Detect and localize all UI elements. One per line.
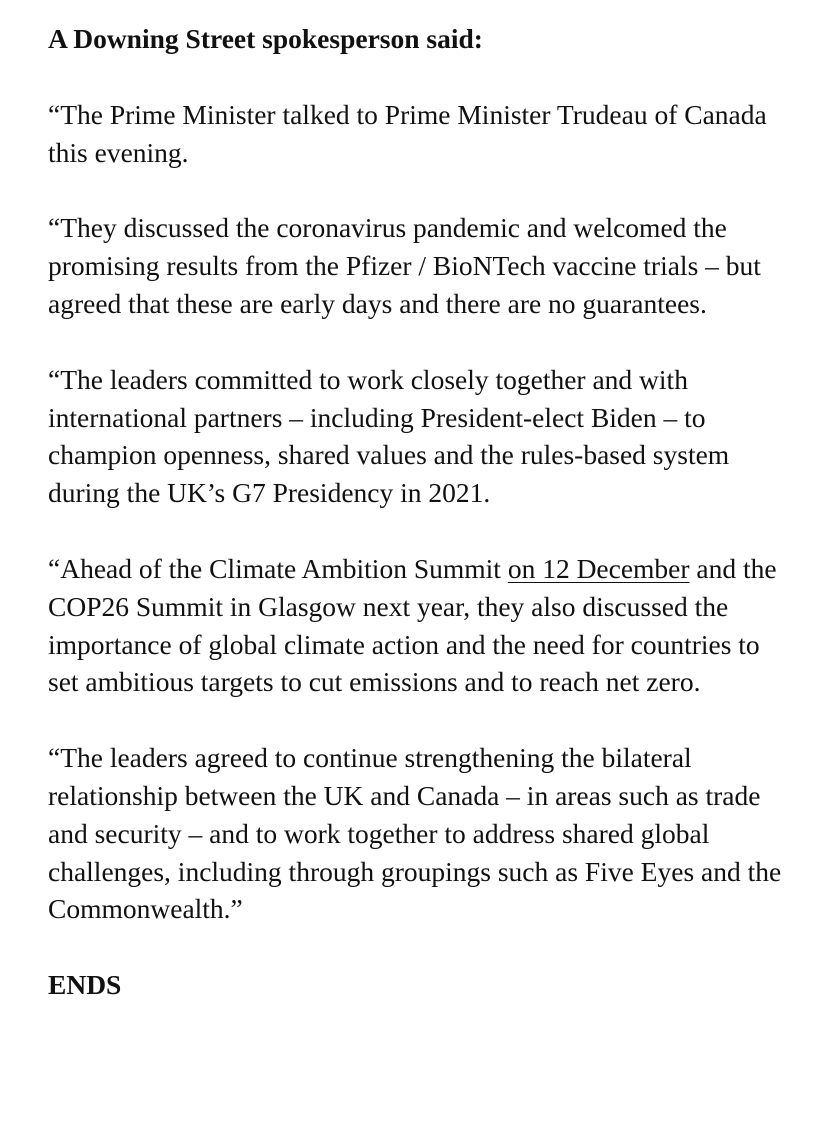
summit-date-link[interactable]: on 12 December bbox=[507, 552, 690, 584]
climate-text-before-link: “Ahead of the Climate Ambition Summit bbox=[48, 552, 508, 584]
paragraph-coronavirus: “They discussed the coronavirus pandemic and welcomed the promising results from the Pfizer / BioNTech vaccine trials – but agreed that these are early days and there are no guarantees. bbox=[48, 212, 761, 319]
paragraph-bilateral-relationship: “The leaders agreed to continue strengthening the bilateral relationship between the UK and Canada – in areas such as trade and security – and to work together to address shared global challenges, including through groupings such as Five Eyes and the Commonwealth.” bbox=[48, 742, 782, 925]
ends-marker: ENDS bbox=[48, 969, 122, 1001]
press-statement bbox=[48, 20, 788, 1004]
paragraph-call-summary: “The Prime Minister talked to Prime Minister Trudeau of Canada this evening. bbox=[48, 98, 767, 168]
climate-text-after-link: and the COP26 Summit in Glasgow next year, they also discussed the importance of global climate action and the need for countries to set ambitious targets to cut emissions and to reach net zero. bbox=[48, 552, 777, 698]
statement-heading: A Downing Street spokesperson said: bbox=[48, 23, 483, 54]
paragraph-climate bbox=[48, 550, 788, 701]
paragraph-g7-presidency: “The leaders committed to work closely together and with international partners – including President-elect Biden – to champion openness, shared values and the rules-based system during the UK’s G7 Presidency in 2021. bbox=[48, 363, 730, 509]
